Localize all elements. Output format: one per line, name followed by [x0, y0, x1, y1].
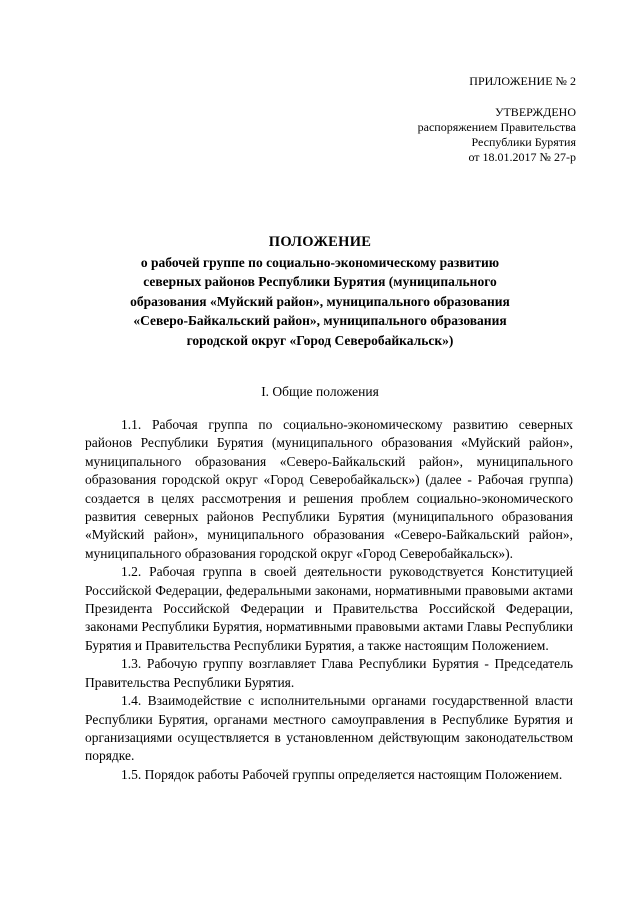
title-line-5: городской округ «Город Северобайкальск»)	[186, 332, 454, 348]
title-line-2: северных районов Республики Бурятия (муниципального	[143, 274, 497, 289]
paragraph-1-3: 1.3. Рабочую группу возглавляет Глава Республики Бурятия - Председатель Правительства Республики Бурятия.	[85, 656, 573, 690]
section-heading: I. Общие положения	[261, 384, 379, 399]
paragraph-1-2: 1.2. Рабочая группа в своей деятельности руководствуется Конституцией Российской Федерации, федеральными законами, нормативными правовыми актами Президента Российской Федерации и Правительства Российской Федерации, законами Республики Бурятия, нормативными правовыми актами Главы Республики Бурятия и Правительства Республики Бурятия, а также настоящим Положением.	[85, 564, 573, 653]
document-title: ПОЛОЖЕНИЕ	[268, 234, 372, 250]
approved-by-order: распоряжением Правительства	[417, 120, 576, 134]
approved-by-republic: Республики Бурятия	[471, 135, 576, 149]
paragraph-1-4: 1.4. Взаимодействие с исполнительными органами государственной власти Республики Бурятия, органами местного самоуправления в Республике Бурятия и организациями осуществляется в установленном действующим законодательством порядке.	[85, 693, 573, 764]
document-title-block	[64, 233, 576, 350]
paragraph-1-1: 1.1. Рабочая группа по социально-экономическому развитию северных районов Республики Бурятия (муниципального образования «Муйский район», муниципального образования «Северо-Байкальский район», муниципального образования городской округ «Город Северобайкальск») (далее - Рабочая группа) создается в целях рассмотрения и решения проблем социально-экономического развития северных районов Республики Бурятия (муниципального образования «Муйский район», муниципального образования «Северо-Байкальский район», муниципального образования городской округ «Город Северобайкальск»).	[85, 417, 573, 561]
title-line-1: о рабочей группе по социально-экономическому развитию	[140, 254, 500, 270]
approved-label: УТВЕРЖДЕНО	[494, 105, 576, 119]
title-line-4: «Северо-Байкальский район», муниципального образования	[133, 313, 507, 328]
document-body	[85, 416, 573, 784]
paragraph-1-5: 1.5. Порядок работы Рабочей группы определяется настоящим Положением.	[121, 766, 563, 782]
approval-date-number: от 18.01.2017 № 27-р	[468, 150, 576, 164]
approval-stamp	[418, 72, 576, 165]
appendix-number: ПРИЛОЖЕНИЕ № 2	[469, 74, 576, 88]
title-line-3: образования «Муйский район», муниципального образования	[130, 293, 510, 309]
